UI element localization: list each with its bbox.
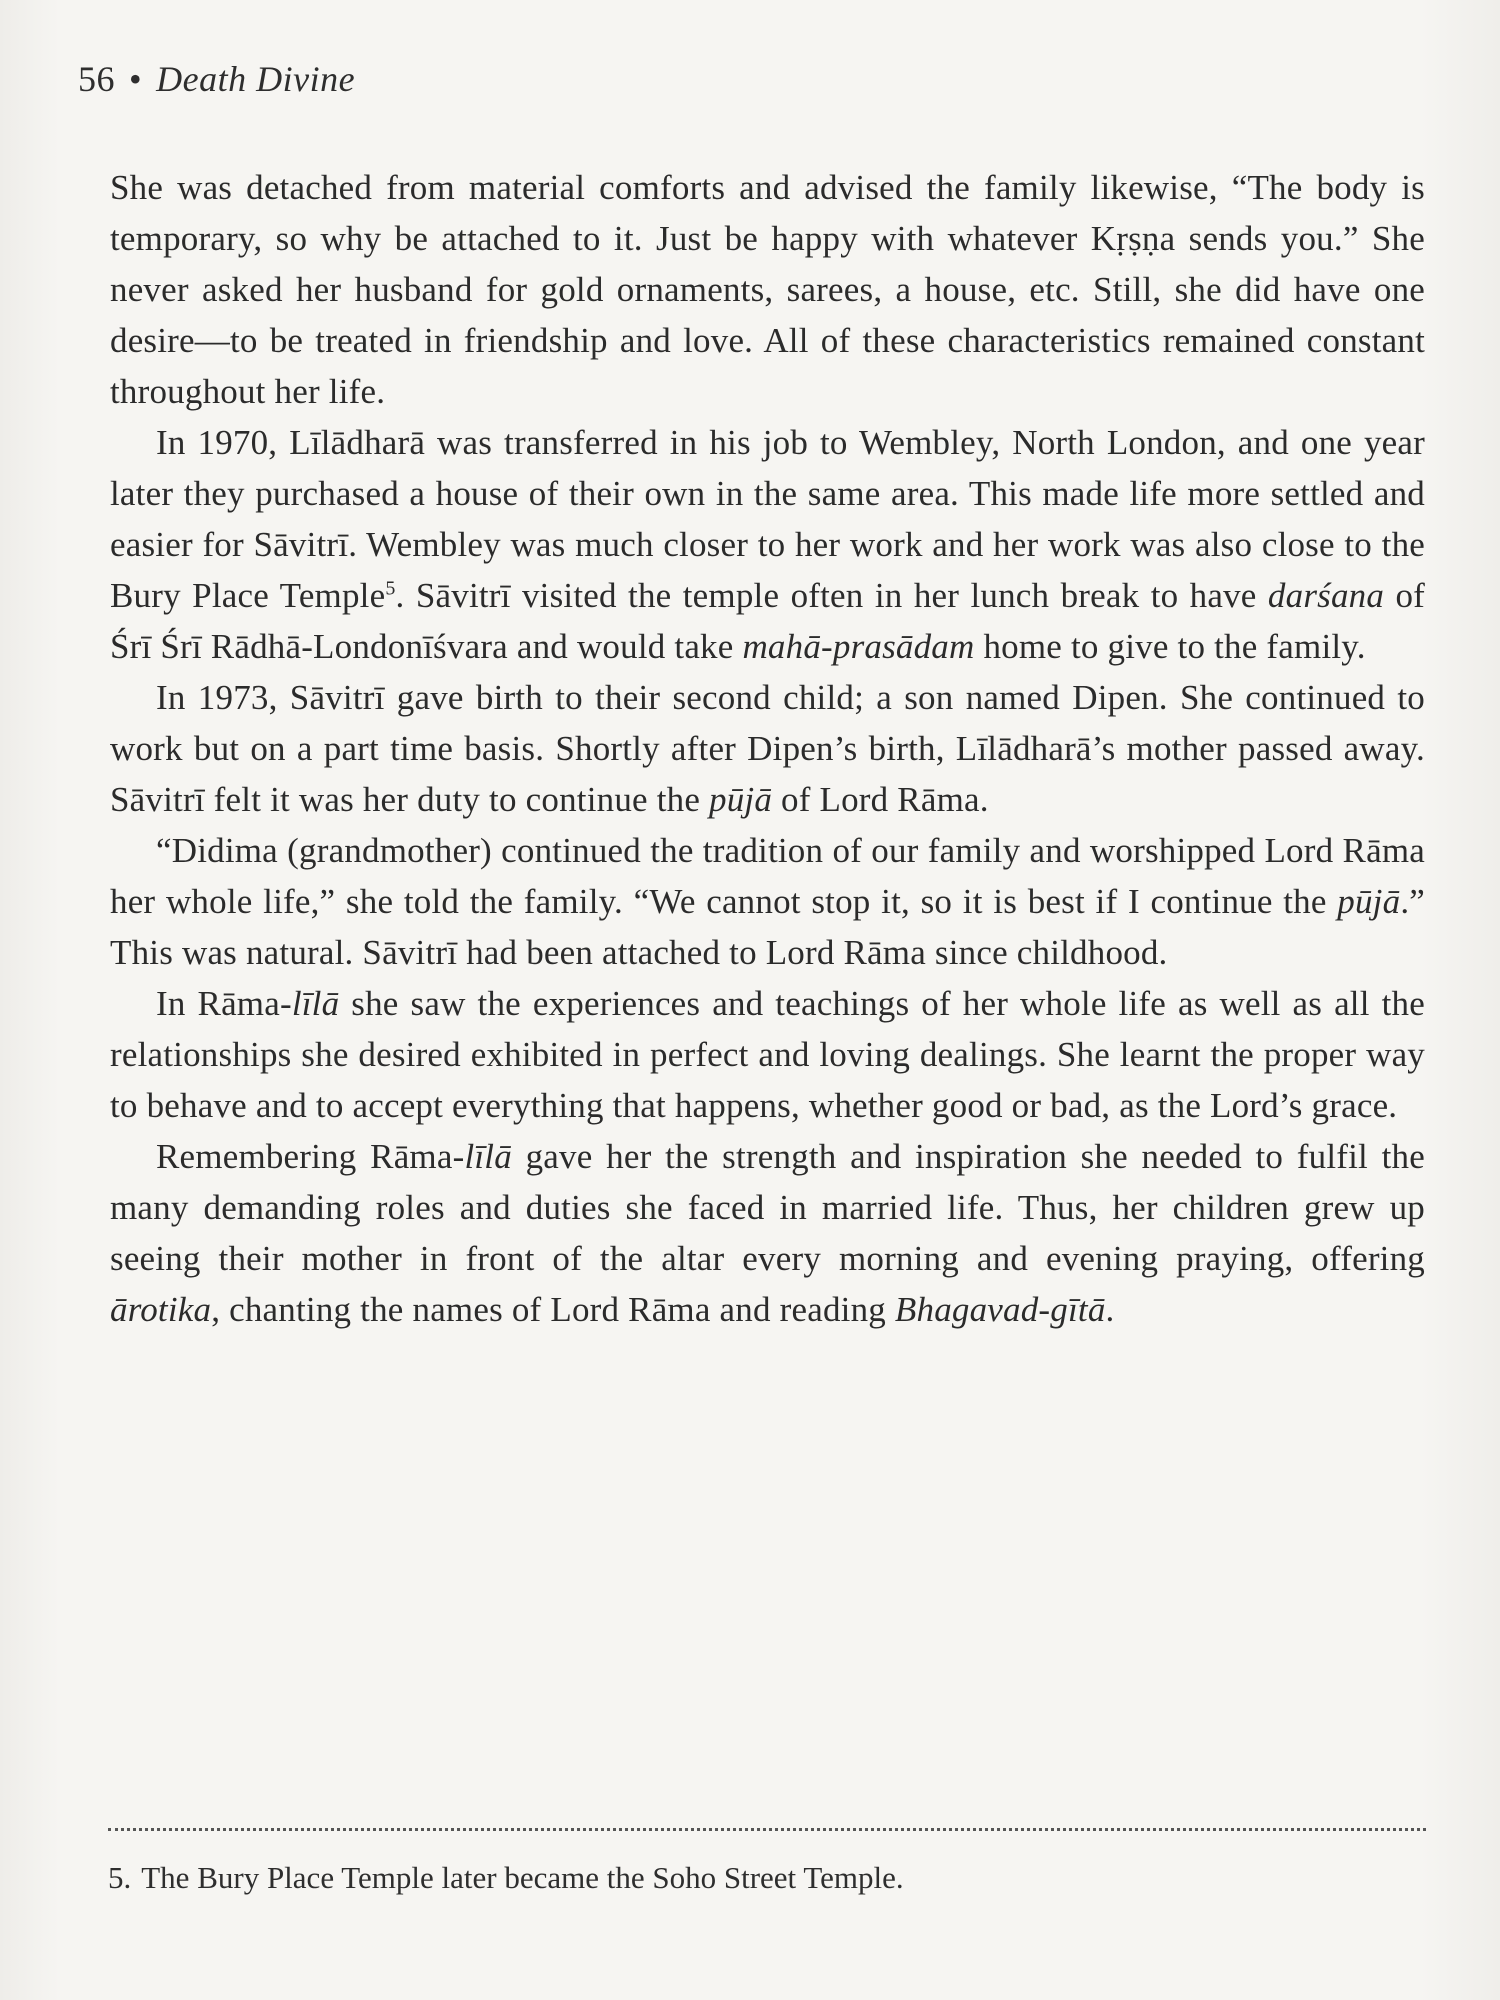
text-segment: , chanting the names of Lord Rāma and reading	[211, 1290, 895, 1329]
footnote-text: The Bury Place Temple later became the Soho Street Temple.	[141, 1860, 904, 1895]
text-segment: She was detached from material comforts and advised the family likewise, “The body is temporary, so why be attached to it. Just be happy with whatever Kṛṣṇa sends you.” She never asked her husband for gold ornaments, sarees, a house, etc. Still, she did have one desire—to be treated in friendship and love. All of these characteristics remained constant throughout her life.	[110, 168, 1425, 411]
footnote	[108, 1858, 904, 1898]
header-separator: •	[129, 59, 143, 99]
paragraph	[110, 162, 1425, 417]
text-segment: gave her the strength and inspiration she needed to fulfil the many demanding roles and duties she faced in married life. Thus, her children grew up seeing their mother in front of the altar every morning and evening praying, offering	[110, 1137, 1425, 1278]
text-segment: In 1970, Līlādharā was transferred in his job to Wembley, North London, and one year later they purchased a house of their own in the same area. This made life more settled and easier for Sāvitrī. Wembley was much closer to her work and her work was also close to the Bury Place Temple	[110, 423, 1425, 615]
italic-term: pūjā	[1337, 882, 1401, 921]
footnote-divider	[108, 1828, 1426, 1831]
paragraph	[110, 978, 1425, 1131]
italic-term: mahā-prasādam	[742, 627, 975, 666]
italic-term: Bhagavad-gītā	[894, 1290, 1106, 1329]
text-segment: home to give to the family.	[974, 627, 1366, 666]
paragraph	[110, 417, 1425, 672]
italic-term: pūjā	[709, 780, 773, 819]
italic-term: ārotika	[110, 1290, 212, 1329]
text-segment: In Rāma-	[156, 984, 292, 1023]
text-segment: . Sāvitrī visited the temple often in her lunch break to have	[395, 576, 1268, 615]
footnote-ref: 5	[385, 577, 396, 600]
book-title: Death Divine	[156, 59, 356, 99]
text-segment: In 1973, Sāvitrī gave birth to their second child; a son named Dipen. She continued to work but on a part time basis. Shortly after Dipen’s birth, Līlādharā’s mother passed away. Sāvitrī felt it was her duty to continue the	[110, 678, 1425, 819]
text-segment: of Śrī Śrī Rādhā-Londonīśvara and would take	[110, 576, 1425, 666]
paragraph	[110, 825, 1425, 978]
text-segment: she saw the experiences and teachings of her whole life as well as all the relationships she desired exhibited in perfect and loving dealings. She learnt the proper way to behave and to accept everything that happens, whether good or bad, as the Lord’s grace.	[110, 984, 1425, 1125]
text-segment: .	[1105, 1290, 1115, 1329]
italic-term: līlā	[464, 1137, 512, 1176]
text-segment: of Lord Rāma.	[772, 780, 989, 819]
text-segment: “Didima (grandmother) continued the tradition of our family and worshipped Lord Rāma her whole life,” she told the family. “We cannot stop it, so it is best if I continue the	[110, 831, 1425, 921]
italic-term: līlā	[291, 984, 340, 1023]
running-head	[78, 58, 355, 100]
body-text	[110, 162, 1425, 1335]
page-number: 56	[78, 59, 115, 99]
italic-term: darśana	[1267, 576, 1385, 615]
text-segment: .” This was natural. Sāvitrī had been attached to Lord Rāma since childhood.	[110, 882, 1425, 972]
footnote-number: 5.	[108, 1860, 132, 1895]
paragraph	[110, 672, 1425, 825]
text-segment: Remembering Rāma-	[156, 1137, 465, 1176]
paragraph	[110, 1131, 1425, 1335]
